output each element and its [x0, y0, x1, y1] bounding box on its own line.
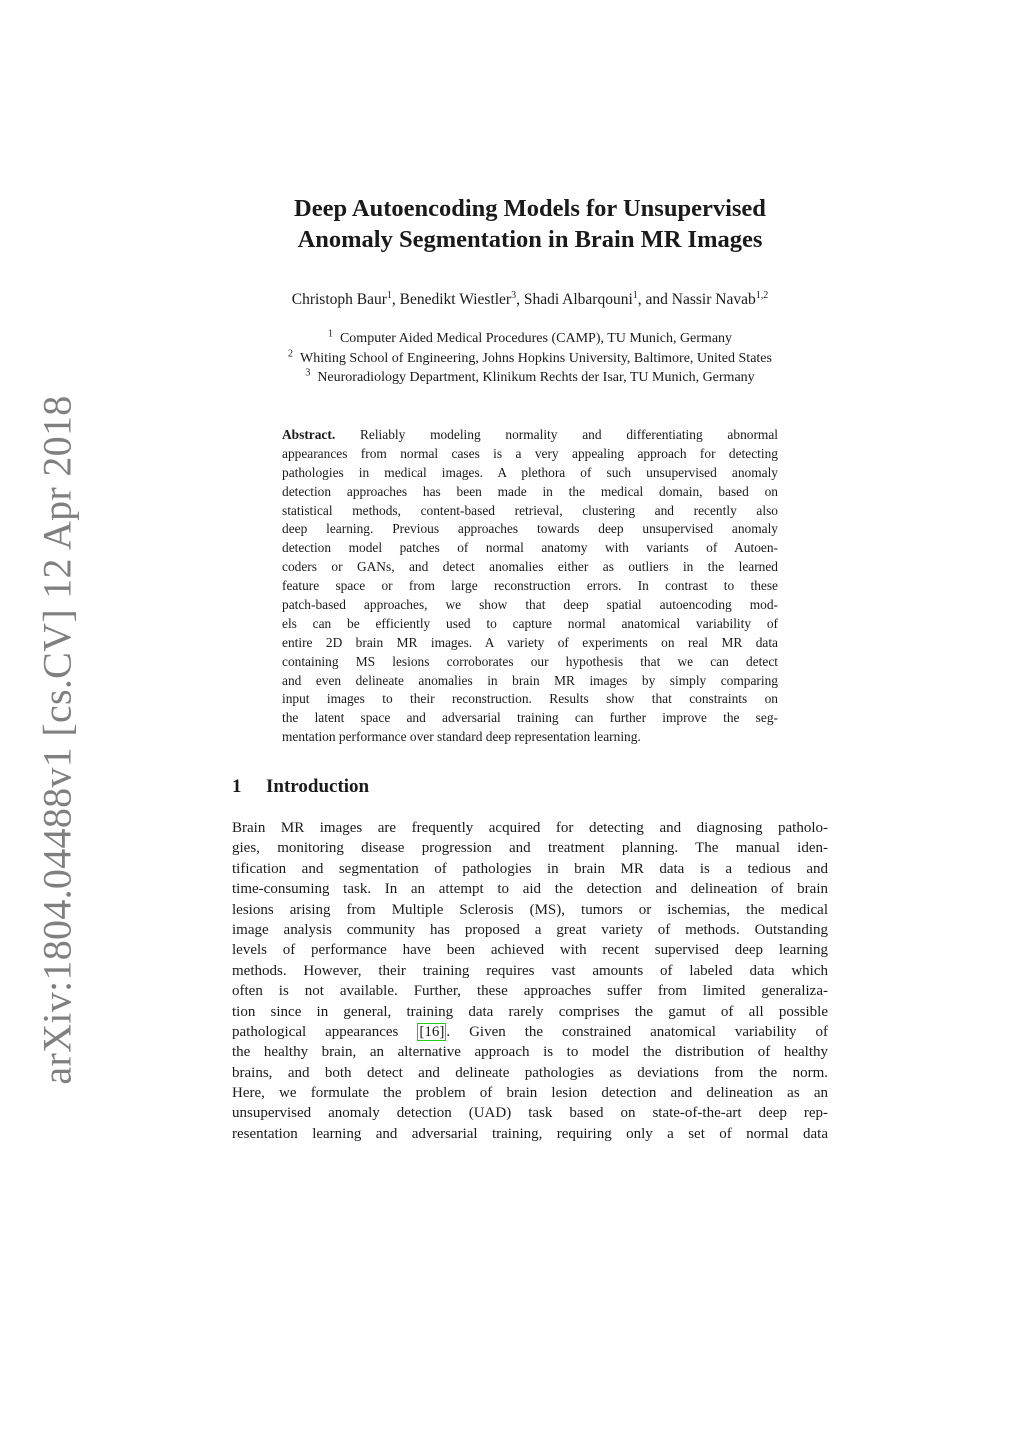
abstract-line: coders or GANs, and detect anomalies either as outliers in the learned [282, 559, 778, 575]
body-line: unsupervised anomaly detection (UAD) task based on state-of-the-art deep rep- [232, 1105, 828, 1122]
abstract-line: containing MS lesions corroborates our hypothesis that we can detect [282, 653, 778, 669]
body-line: often is not available. Further, these approaches suffer from limited generaliza- [232, 983, 828, 1000]
body-line: levels of performance have been achieved with recent supervised deep learning [232, 942, 828, 959]
author-affil-sup: 1 [386, 289, 392, 301]
abstract-line: feature space or from large reconstruction errors. In contrast to these [282, 578, 778, 594]
body-line [232, 1022, 828, 1042]
author-name: Shadi Albarqouni [523, 291, 633, 308]
abstract-line: pathologies in medical images. A plethora of such unsupervised anomaly [282, 464, 778, 480]
body-line: the healthy brain, an alternative approach is to model the distribution of healthy [232, 1044, 828, 1061]
body-line: time-consuming task. In an attempt to aid the detection and delineation of brain [232, 881, 828, 898]
affiliation-list [232, 329, 828, 388]
author-name: Benedikt Wiestler [399, 291, 512, 308]
author-list [232, 291, 828, 309]
abstract-line: patch-based approaches, we show that deep spatial autoencoding mod- [282, 597, 778, 613]
affiliation [232, 368, 828, 388]
affiliation-number: 2 [288, 347, 294, 359]
abstract-line: the latent space and adversarial training can further improve the seg- [282, 710, 778, 726]
abstract-line: detection model patches of normal anatomy with variants of Autoen- [282, 540, 778, 556]
author-affil-sup: 1,2 [755, 289, 769, 301]
section-number: 1 [232, 776, 242, 797]
paper-title [232, 193, 828, 255]
author-separator: , [516, 291, 524, 308]
affiliation [232, 329, 828, 349]
author-affil-sup: 1 [632, 289, 638, 301]
abstract [282, 426, 778, 747]
body-line: gies, monitoring disease progression and treatment planning. The manual iden- [232, 840, 828, 857]
abstract-line: entire 2D brain MR images. A variety of experiments on real MR data [282, 634, 778, 650]
affiliation-number: 1 [327, 328, 333, 340]
abstract-line: deep learning. Previous approaches towards deep unsupervised anomaly [282, 521, 778, 537]
citation-link[interactable]: [16] [419, 1023, 445, 1040]
body-text: . Given the constrained anatomical variability of [446, 1023, 828, 1040]
affiliation-number: 3 [305, 367, 311, 379]
affiliation-text: Neuroradiology Department, Klinikum Rechts der Isar, TU Munich, Germany [317, 370, 755, 385]
body-line: tion since in general, training data rarely comprises the gamut of all possible [232, 1003, 828, 1020]
abstract-line: input images to their reconstruction. Results show that constraints on [282, 691, 778, 707]
abstract-line: els can be efficiently used to capture normal anatomical variability of [282, 615, 778, 631]
author-name: Christoph Baur [291, 291, 387, 308]
title-line-2: Anomaly Segmentation in Brain MR Images [297, 226, 763, 253]
body-line: brains, and both detect and delineate pathologies as deviations from the norm. [232, 1064, 828, 1081]
abstract-line: detection approaches has been made in the medical domain, based on [282, 483, 778, 499]
body-text: pathological appearances [232, 1023, 418, 1040]
body-line: Brain MR images are frequently acquired for detecting and diagnosing patholo- [232, 820, 828, 836]
abstract-line: mentation performance over standard deep representation learning. [282, 729, 641, 745]
body-line: resentation learning and adversarial training, requiring only a set of normal data [232, 1125, 828, 1142]
introduction-body [232, 818, 828, 1144]
abstract-text: Reliably modeling normality and differentiating abnormal [335, 427, 778, 442]
body-line: methods. However, their training requires vast amounts of labeled data which [232, 962, 828, 979]
affiliation-text: Whiting School of Engineering, Johns Hopkins University, Baltimore, United States [300, 350, 772, 366]
author-separator: , [391, 291, 400, 308]
affiliation-text: Computer Aided Medical Procedures (CAMP), TU Munich, Germany [339, 331, 733, 346]
title-line-1: Deep Autoencoding Models for Unsupervised [294, 195, 766, 222]
author-name: Nassir Navab [671, 291, 756, 308]
abstract-line: statistical methods, content-based retrieval, clustering and recently also [282, 502, 778, 518]
abstract-line: and even delineate anomalies in brain MR images by simply comparing [282, 672, 778, 688]
author-separator: , and [637, 291, 672, 308]
body-line: Here, we formulate the problem of brain lesion detection and delineation as an [232, 1085, 828, 1102]
author-affil-sup: 3 [511, 289, 517, 301]
section-heading [232, 776, 369, 798]
body-line: image analysis community has proposed a great variety of methods. Outstanding [232, 921, 828, 938]
abstract-line: appearances from normal cases is a very appealing approach for detecting [282, 445, 778, 461]
section-title: Introduction [266, 776, 370, 797]
body-line: tification and segmentation of pathologies in brain MR data is a tedious and [232, 860, 828, 877]
arxiv-identifier-stamp: arXiv:1804.04488v1 [cs.CV] 12 Apr 2018 [34, 395, 80, 1085]
abstract-line [282, 426, 778, 445]
abstract-label: Abstract. [282, 427, 336, 442]
affiliation [232, 349, 828, 369]
body-line: lesions arising from Multiple Sclerosis (MS), tumors or ischemias, the medical [232, 901, 828, 918]
